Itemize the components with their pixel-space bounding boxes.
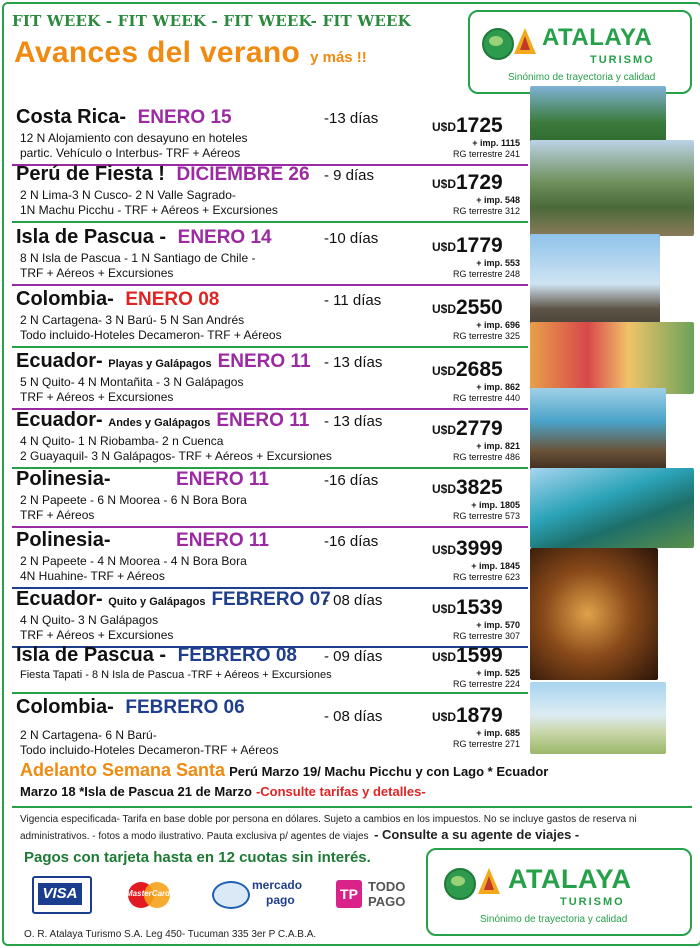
logo-tagline: Sinónimo de trayectoria y calidad (480, 914, 628, 925)
price: 2550 (456, 296, 503, 319)
payment-methods (32, 874, 432, 914)
price-box: U$D 2779 + imp. 821 RG terrestre 486 (432, 417, 520, 462)
price-box: U$D 1725 + imp. 1115 RG terrestre 241 (432, 114, 520, 159)
semana-santa (20, 760, 548, 781)
semana-santa-detail-1: Perú Marzo 19/ Machu Picchu y con Lago * Ecuador (229, 764, 549, 779)
offer-days: - 09 días (324, 648, 383, 665)
offer-line-1: 2 N Cartagena- 3 N Barú- 5 N San Andrés (20, 313, 245, 327)
atalaya-logo-top[interactable] (468, 10, 692, 94)
offer-line-2: TRF + Aéreos + Excursiones (20, 390, 174, 404)
visa-logo: VISA (32, 876, 92, 914)
logo-tagline: Sinónimo de trayectoria y calidad (508, 72, 656, 83)
todopago-logo: TP TODO PAGO (336, 876, 426, 912)
offer-line-1: 12 N Alojamiento con desayuno en hoteles (20, 131, 248, 145)
offer-line-2: Todo incluido-Hoteles Decameron- TRF + Aéreos (20, 328, 282, 342)
offer-date: ENERO 11 (176, 469, 269, 490)
offer-line-1: 4 N Quito- 3 N Galápagos (20, 613, 159, 627)
price: 3825 (456, 476, 503, 499)
offer-line-1: 2 N Papeete - 4 N Moorea - 4 N Bora Bora (20, 554, 247, 568)
price-box: U$D 3999 + imp. 1845 RG terrestre 623 (432, 537, 520, 582)
divider (12, 806, 692, 808)
installments-text: Pagos con tarjeta hasta en 12 cuotas sin interés. (24, 849, 371, 866)
offer-line-2: TRF + Aéreos + Excursiones (20, 266, 174, 280)
offer-line-1: 8 N Isla de Pascua - 1 N Santiago de Chile - (20, 251, 256, 265)
headline-suffix: y más !! (310, 49, 367, 66)
tent-icon (478, 868, 500, 894)
globe-icon (482, 28, 514, 60)
offer-days: -13 días (324, 110, 379, 127)
sea-lions-photo (530, 388, 666, 472)
offer-date: ENERO 14 (177, 227, 272, 248)
offer-line-2: Todo incluido-Hoteles Decameron-TRF + Aéreos (20, 743, 279, 757)
fit-week-banner: FIT WEEK - FIT WEEK - FIT WEEK- FIT WEEK (12, 12, 411, 30)
offer-date: FEBRERO 06 (125, 697, 245, 718)
price: 1599 (456, 644, 503, 667)
legal-text (20, 812, 690, 844)
globe-icon (444, 868, 476, 900)
offer-destination: Isla de Pascua - ENERO 14 (16, 226, 272, 248)
offer-days: - 11 días (324, 292, 382, 309)
price-box: U$D 2685 + imp. 862 RG terrestre 440 (432, 358, 520, 403)
offer-date: ENERO 11 (217, 351, 311, 372)
offer-destination: Colombia- ENERO 08 (16, 288, 220, 310)
row-separator (12, 221, 528, 223)
offer-destination: Polinesia- ENERO 11 (16, 468, 269, 490)
offer-days: -16 días (324, 533, 379, 550)
offer-destination: Ecuador- Andes y Galápagos ENERO 11 (16, 409, 310, 431)
logo-name: ATALAYA (508, 864, 632, 894)
legal-line-1: Vigencia especificada- Tarifa en base doble por persona en dólares. Sujeto a cambios en los impuestos. No se incluye gastos de reserva ni (20, 814, 637, 825)
offer-date: ENERO 15 (137, 107, 232, 128)
price-box: U$D 1599 + imp. 525 RG terrestre 224 (432, 644, 520, 689)
price-box: U$D 2550 + imp. 696 RG terrestre 325 (432, 296, 520, 341)
handshake-icon (212, 881, 250, 909)
consult-rates: -Consulte tarifas y detalles- (255, 784, 426, 799)
offer-line-2: partic. Vehículo o Interbus- TRF + Aéreos (20, 146, 241, 160)
bora-bora-photo (530, 468, 694, 548)
price: 1725 (456, 114, 503, 137)
offer-days: - 08 días (324, 592, 383, 609)
offer-days: -16 días (324, 472, 379, 489)
machu-picchu-photo (530, 140, 694, 236)
offer-destination: Polinesia- ENERO 11 (16, 529, 269, 551)
offer-line-2: 1N Machu Picchu - TRF + Aéreos + Excursiones (20, 203, 278, 217)
offer-destination: Colombia- FEBRERO 06 (16, 696, 245, 718)
offer-date: FEBRERO 08 (177, 645, 297, 666)
offer-line-2: TRF + Aéreos + Excursiones (20, 628, 174, 642)
logo-name: ATALAYA (542, 24, 653, 51)
headline (14, 36, 367, 70)
tent-icon (514, 28, 536, 54)
price: 1779 (456, 234, 503, 257)
offer-date: ENERO 11 (216, 410, 310, 431)
offer-destination: Perú de Fiesta ! DICIEMBRE 26 (16, 163, 310, 185)
cartagena-photo (530, 322, 694, 394)
price: 1539 (456, 596, 503, 619)
offer-days: - 13 días (324, 413, 383, 430)
offer-line-2: 4N Huahine- TRF + Aéreos (20, 569, 165, 583)
flyer (2, 2, 700, 946)
offer-destination: Ecuador- Playas y Galápagos ENERO 11 (16, 350, 311, 372)
offer-line-2: 2 Guayaquil- 3 N Galápagos- TRF + Aéreos + Excursiones (20, 449, 332, 463)
price: 1879 (456, 704, 503, 727)
offer-days: - 08 días (324, 708, 383, 725)
flute-player-photo (530, 548, 658, 680)
offer-destination: Costa Rica- ENERO 15 (16, 106, 232, 128)
offer-line-1: 4 N Quito- 1 N Riobamba- 2 n Cuenca (20, 434, 224, 448)
consult-agent: - Consulte a su agente de viajes - (374, 827, 580, 842)
offer-destination: Ecuador- Quito y Galápagos FEBRERO 07 (16, 588, 331, 610)
offer-date: DICIEMBRE 26 (176, 164, 310, 185)
logo-sub: TURISMO (560, 896, 625, 908)
offer-days: -10 días (324, 230, 379, 247)
price-box: U$D 1539 + imp. 570 RG terrestre 307 (432, 596, 520, 641)
footer-address: O. R. Atalaya Turismo S.A. Leg 450- Tucuman 335 3er P C.A.B.A. (24, 929, 317, 940)
offer-days: - 9 días (324, 167, 375, 184)
offer-date: FEBRERO 07 (211, 589, 331, 610)
offer-date: ENERO 11 (176, 530, 269, 551)
price: 2685 (456, 358, 503, 381)
offer-line-1: 2 N Papeete - 6 N Moorea - 6 N Bora Bora (20, 493, 247, 507)
semana-santa-line-2 (20, 784, 426, 799)
mercadopago-logo: mercado pago (212, 878, 322, 910)
offer-destination: Isla de Pascua - FEBRERO 08 (16, 644, 297, 666)
pelican-photo (530, 682, 666, 754)
moai-photo (530, 234, 660, 334)
semana-santa-title: Adelanto Semana Santa (20, 760, 226, 780)
logo-sub: TURISMO (590, 54, 655, 66)
atalaya-logo-bottom[interactable] (426, 848, 692, 936)
offer-days: - 13 días (324, 354, 383, 371)
price-box: U$D 1729 + imp. 548 RG terrestre 312 (432, 171, 520, 216)
price: 3999 (456, 537, 503, 560)
price: 2779 (456, 417, 503, 440)
offer-date: ENERO 08 (125, 289, 220, 310)
price: 1729 (456, 171, 503, 194)
price-box: U$D 1779 + imp. 553 RG terrestre 248 (432, 234, 520, 279)
price-box: U$D 3825 + imp. 1805 RG terrestre 573 (432, 476, 520, 521)
price-box: U$D 1879 + imp. 685 RG terrestre 271 (432, 704, 520, 749)
semana-santa-detail-2: Marzo 18 *Isla de Pascua 21 de Marzo (20, 784, 252, 799)
offer-line-1: 2 N Cartagena- 6 N Barú- (20, 728, 157, 742)
headline-title: Avances del verano (14, 36, 301, 69)
offer-line-1: 5 N Quito- 4 N Montañita - 3 N Galápagos (20, 375, 244, 389)
offer-line-1: 2 N Lima-3 N Cusco- 2 N Valle Sagrado- (20, 188, 236, 202)
legal-line-2: administrativos. - fotos a modo ilustrativo. Pauta exclusiva p/ agentes de viajes (20, 831, 369, 842)
offer-line-1: Fiesta Tapati - 8 N Isla de Pascua -TRF + Aéreos + Excursiones (20, 669, 332, 681)
mastercard-logo: MasterCard (124, 880, 176, 910)
offer-line-2: TRF + Aéreos (20, 508, 95, 522)
